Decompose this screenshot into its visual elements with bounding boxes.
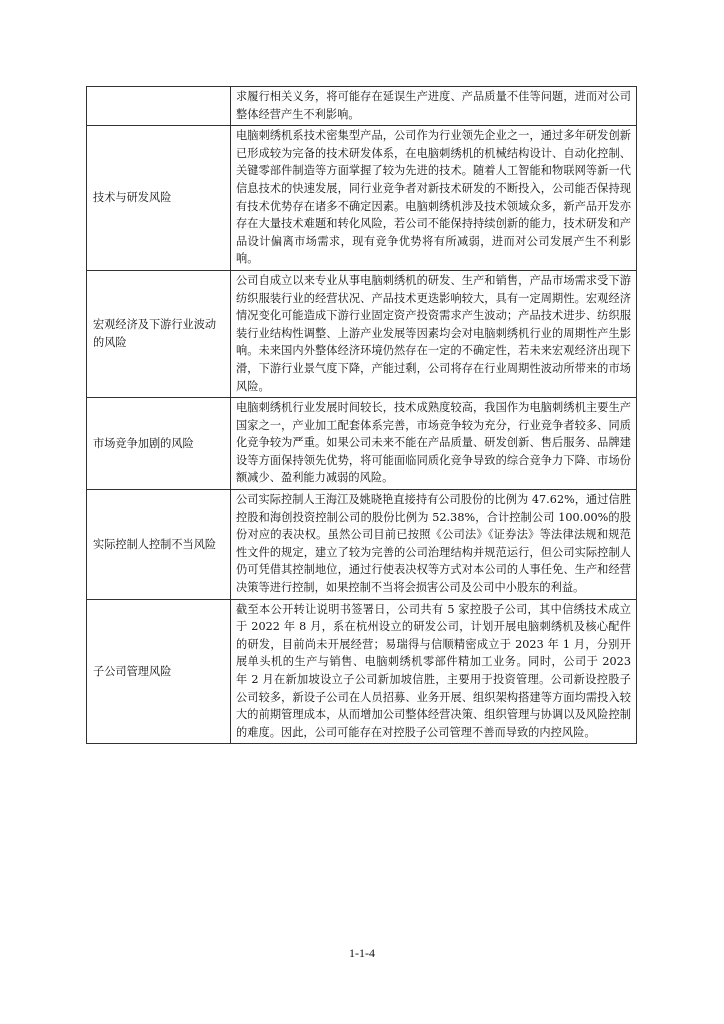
risk-factor-table: [86, 86, 637, 744]
risk-name-cell: 市场竞争加剧的风险: [87, 398, 231, 490]
risk-name-cell: 技术与研发风险: [87, 126, 231, 271]
table-row: [87, 126, 637, 271]
risk-name-cell: 实际控制人控制不当风险: [87, 490, 231, 600]
risk-description-cell: 公司自成立以来专业从事电脑刺绣机的研发、生产和销售，产品市场需求受下游纺织服装行业的经营状况、产品技术更迭影响较大，具有一定周期性。宏观经济情况变化可能造成下游行业固定资产投资需求产生波动；产品技术进步、纺织服装行业结构性调整、上游产业发展等因素均会对电脑刺绣机行业的周期性产生影响。未来国内外整体经济环境仍然存在一定的不确定性，若未来宏观经济出现下滑，下游行业景气度下降，产能过剩，公司将存在行业周期性波动所带来的市场风险。: [231, 270, 637, 397]
risk-description-cell: 公司实际控制人王海江及姚晓艳直接持有公司股份的比例为 47.62%，通过信胜控股和海创投资控制公司的股份比例为 52.38%，合计控制公司 100.00%的股份对应的表决权。虽然公司目前已按照《公司法》《证券法》等法律法规和规范性文件的规定，建立了较为完善的公司治理结构并规范运行，但公司实际控制人仍可凭借其控制地位，通过行使表决权等方式对本公司的人事任免、生产和经营决策等进行控制，如果控制不当将会损害公司及公司中小股东的利益。: [231, 490, 637, 600]
risk-name-cell: [87, 87, 231, 126]
table-row: [87, 398, 637, 490]
risk-description-cell: 电脑刺绣机系技术密集型产品，公司作为行业领先企业之一，通过多年研发创新已形成较为完备的技术研发体系，在电脑刺绣机的机械结构设计、自动化控制、关键零部件制造等方面掌握了较为先进的技术。随着人工智能和物联网等新一代信息技术的快速发展，同行业竞争者对新技术研发的不断投入，公司能否保持现有技术优势存在诸多不确定因素。电脑刺绣机涉及技术领域众多，新产品开发亦存在大量技术难题和转化风险，若公司不能保持持续创新的能力，技术研发和产品设计偏离市场需求，现有竞争优势将有所减弱，进而对公司发展产生不利影响。: [231, 126, 637, 271]
table-row: [87, 87, 637, 126]
risk-description-cell: 求履行相关义务，将可能存在延误生产进度、产品质量不佳等问题，进而对公司整体经营产生不利影响。: [231, 87, 637, 126]
table-row: [87, 490, 637, 600]
table-row: [87, 599, 637, 744]
risk-name-cell: 宏观经济及下游行业波动的风险: [87, 270, 231, 397]
risk-description-cell: 电脑刺绣机行业发展时间较长，技术成熟度较高，我国作为电脑刺绣机主要生产国家之一，产业加工配套体系完善，市场竞争较为充分，行业竞争者较多、同质化竞争较为严重。如果公司未来不能在产品质量、研发创新、售后服务、品牌建设等方面保持领先优势，将可能面临同质化竞争导致的综合竞争力下降、市场份额减少、盈利能力减弱的风险。: [231, 398, 637, 490]
page-number: 1-1-4: [349, 946, 375, 960]
table-row: [87, 270, 637, 397]
risk-name-cell: 子公司管理风险: [87, 599, 231, 744]
risk-description-cell: 截至本公开转让说明书签署日，公司共有 5 家控股子公司，其中信绣技术成立于 2022 年 8 月，系在杭州设立的研发公司，计划开展电脑刺绣机及核心配件的研发，目前尚未开展经营；易瑞得与信顺精密成立于 2023 年 1 月，分别开展单头机的生产与销售、电脑刺绣机零部件精加工业务。同时，公司于 2023 年 2 月在新加坡设立子公司新加坡信胜，主要用于投资管理。公司新设控股子公司较多，新设子公司在人员招募、业务开展、组织架构搭建等方面均需投入较大的前期管理成本，从而增加公司整体经营决策、组织管理与协调以及风险控制的难度。因此，公司可能存在对控股子公司管理不善而导致的内控风险。: [231, 599, 637, 744]
